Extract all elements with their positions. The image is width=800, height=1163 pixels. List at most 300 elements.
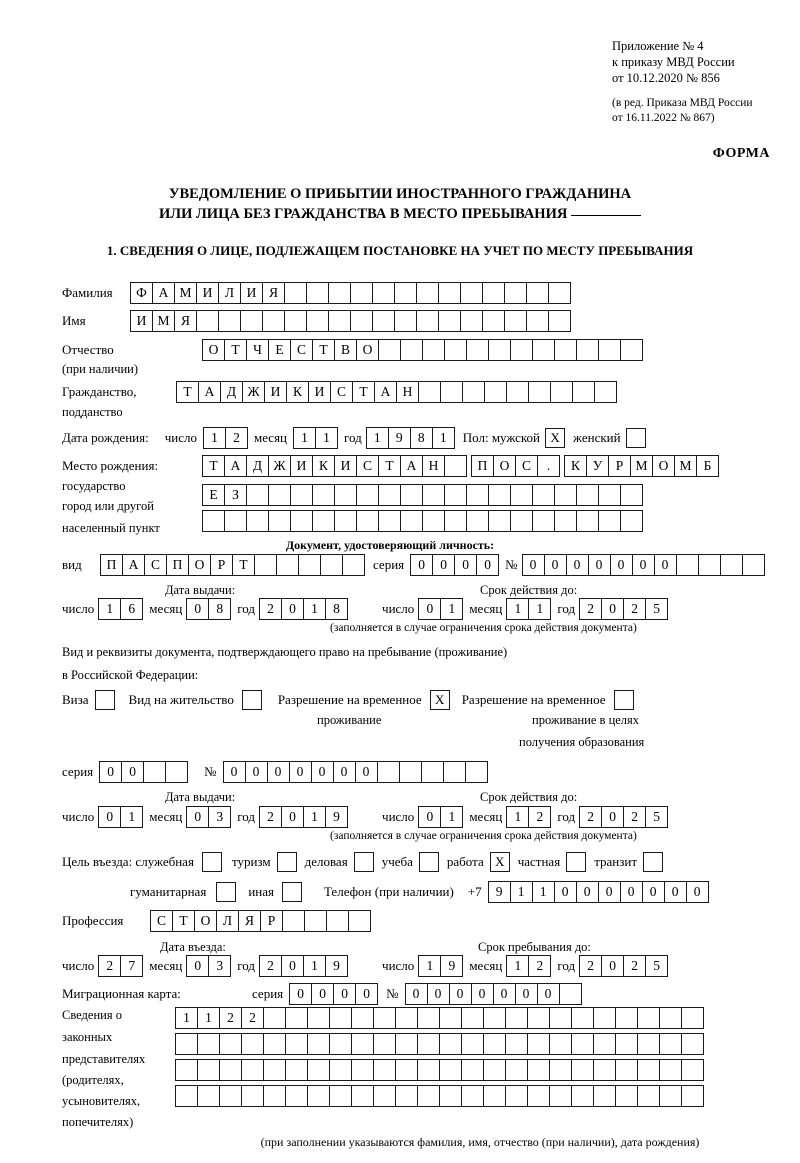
legal-reps-input-2[interactable]	[175, 1033, 704, 1055]
char-cell[interactable]: М	[674, 455, 697, 477]
char-cell[interactable]: 0	[432, 554, 455, 576]
char-cell[interactable]	[284, 310, 307, 332]
char-cell[interactable]: 2	[623, 955, 646, 977]
char-cell[interactable]	[576, 484, 599, 506]
char-cell[interactable]	[320, 554, 343, 576]
char-cell[interactable]	[400, 510, 423, 532]
migration-series-input[interactable]	[289, 983, 378, 1005]
char-cell[interactable]: 9	[325, 955, 348, 977]
char-cell[interactable]	[307, 1007, 330, 1029]
char-cell[interactable]: 1	[532, 881, 555, 903]
entry-year-input[interactable]	[259, 955, 348, 977]
char-cell[interactable]: 0	[598, 881, 621, 903]
char-cell[interactable]	[532, 484, 555, 506]
char-cell[interactable]	[394, 282, 417, 304]
char-cell[interactable]	[593, 1033, 616, 1055]
char-cell[interactable]: 0	[566, 554, 589, 576]
char-cell[interactable]	[593, 1059, 616, 1081]
char-cell[interactable]: 5	[645, 598, 668, 620]
char-cell[interactable]: 0	[454, 554, 477, 576]
char-cell[interactable]	[284, 282, 307, 304]
char-cell[interactable]: 0	[610, 554, 633, 576]
char-cell[interactable]	[483, 1033, 506, 1055]
char-cell[interactable]: Я	[262, 282, 285, 304]
char-cell[interactable]: 2	[259, 598, 282, 620]
char-cell[interactable]	[298, 554, 321, 576]
doc-series-input[interactable]	[410, 554, 499, 576]
char-cell[interactable]: 0	[632, 554, 655, 576]
char-cell[interactable]	[461, 1033, 484, 1055]
char-cell[interactable]	[328, 282, 351, 304]
char-cell[interactable]: 0	[601, 806, 624, 828]
birthplace-city-input-b[interactable]	[564, 455, 719, 477]
char-cell[interactable]	[373, 1059, 396, 1081]
char-cell[interactable]	[527, 1033, 550, 1055]
char-cell[interactable]	[417, 1007, 440, 1029]
char-cell[interactable]	[307, 1085, 330, 1107]
purpose-business-checkbox[interactable]	[354, 852, 374, 872]
char-cell[interactable]	[571, 1033, 594, 1055]
permit-issue-month-input[interactable]	[186, 806, 231, 828]
char-cell[interactable]: 8	[325, 598, 348, 620]
char-cell[interactable]	[165, 761, 188, 783]
permit-series-input[interactable]	[99, 761, 188, 783]
char-cell[interactable]	[482, 282, 505, 304]
doc-kind-input[interactable]	[100, 554, 365, 576]
char-cell[interactable]	[326, 910, 349, 932]
char-cell[interactable]: 0	[620, 881, 643, 903]
char-cell[interactable]	[350, 282, 373, 304]
char-cell[interactable]: 0	[281, 955, 304, 977]
char-cell[interactable]: Р	[260, 910, 283, 932]
char-cell[interactable]: 3	[208, 806, 231, 828]
char-cell[interactable]: А	[198, 381, 221, 403]
char-cell[interactable]	[175, 1085, 198, 1107]
char-cell[interactable]	[488, 484, 511, 506]
profession-input[interactable]	[150, 910, 371, 932]
permit-number-input[interactable]	[223, 761, 488, 783]
char-cell[interactable]	[329, 1007, 352, 1029]
char-cell[interactable]	[572, 381, 595, 403]
char-cell[interactable]: 0	[311, 983, 334, 1005]
char-cell[interactable]	[197, 1033, 220, 1055]
char-cell[interactable]	[416, 282, 439, 304]
char-cell[interactable]	[532, 339, 555, 361]
char-cell[interactable]	[197, 1059, 220, 1081]
char-cell[interactable]: 0	[554, 881, 577, 903]
permit-issue-year-input[interactable]	[259, 806, 348, 828]
char-cell[interactable]: С	[330, 381, 353, 403]
char-cell[interactable]	[395, 1033, 418, 1055]
char-cell[interactable]	[351, 1033, 374, 1055]
char-cell[interactable]	[439, 1085, 462, 1107]
char-cell[interactable]: И	[240, 282, 263, 304]
char-cell[interactable]	[554, 510, 577, 532]
char-cell[interactable]	[620, 339, 643, 361]
char-cell[interactable]	[528, 381, 551, 403]
char-cell[interactable]	[615, 1033, 638, 1055]
char-cell[interactable]	[395, 1085, 418, 1107]
purpose-humanitarian-checkbox[interactable]	[216, 882, 236, 902]
char-cell[interactable]: Т	[172, 910, 195, 932]
char-cell[interactable]: Т	[202, 455, 225, 477]
birth-day-input[interactable]	[203, 427, 248, 449]
char-cell[interactable]	[482, 310, 505, 332]
char-cell[interactable]: 0	[311, 761, 334, 783]
char-cell[interactable]	[659, 1007, 682, 1029]
char-cell[interactable]	[378, 510, 401, 532]
char-cell[interactable]: 2	[259, 955, 282, 977]
name-input[interactable]	[130, 310, 571, 332]
char-cell[interactable]: 0	[654, 554, 677, 576]
char-cell[interactable]	[373, 1007, 396, 1029]
char-cell[interactable]: 0	[418, 598, 441, 620]
char-cell[interactable]: А	[122, 554, 145, 576]
char-cell[interactable]	[438, 310, 461, 332]
char-cell[interactable]	[593, 1085, 616, 1107]
char-cell[interactable]	[571, 1059, 594, 1081]
entry-month-input[interactable]	[186, 955, 231, 977]
char-cell[interactable]: О	[188, 554, 211, 576]
char-cell[interactable]: Р	[608, 455, 631, 477]
char-cell[interactable]: 2	[98, 955, 121, 977]
char-cell[interactable]	[510, 339, 533, 361]
char-cell[interactable]: 1	[506, 955, 529, 977]
char-cell[interactable]: 0	[405, 983, 428, 1005]
char-cell[interactable]	[312, 484, 335, 506]
char-cell[interactable]: 1	[197, 1007, 220, 1029]
legal-reps-input-1[interactable]	[175, 1007, 704, 1029]
char-cell[interactable]: 1	[303, 955, 326, 977]
char-cell[interactable]: У	[586, 455, 609, 477]
char-cell[interactable]	[488, 510, 511, 532]
char-cell[interactable]: О	[652, 455, 675, 477]
char-cell[interactable]: 0	[289, 761, 312, 783]
char-cell[interactable]	[290, 510, 313, 532]
doc-issue-day-input[interactable]	[98, 598, 143, 620]
char-cell[interactable]	[307, 1033, 330, 1055]
char-cell[interactable]: 9	[325, 806, 348, 828]
char-cell[interactable]	[620, 484, 643, 506]
char-cell[interactable]	[263, 1033, 286, 1055]
char-cell[interactable]: С	[150, 910, 173, 932]
char-cell[interactable]: Н	[396, 381, 419, 403]
permit-valid-month-input[interactable]	[506, 806, 551, 828]
char-cell[interactable]: 6	[120, 598, 143, 620]
char-cell[interactable]	[720, 554, 743, 576]
char-cell[interactable]: 0	[410, 554, 433, 576]
char-cell[interactable]	[202, 510, 225, 532]
char-cell[interactable]	[377, 761, 400, 783]
char-cell[interactable]: Я	[174, 310, 197, 332]
char-cell[interactable]	[334, 510, 357, 532]
char-cell[interactable]: 2	[623, 806, 646, 828]
char-cell[interactable]: 9	[440, 955, 463, 977]
char-cell[interactable]: 2	[579, 955, 602, 977]
char-cell[interactable]: 5	[645, 955, 668, 977]
char-cell[interactable]	[598, 339, 621, 361]
char-cell[interactable]	[399, 761, 422, 783]
char-cell[interactable]: 1	[506, 598, 529, 620]
char-cell[interactable]: С	[515, 455, 538, 477]
char-cell[interactable]	[620, 510, 643, 532]
char-cell[interactable]: 1	[120, 806, 143, 828]
char-cell[interactable]	[351, 1059, 374, 1081]
char-cell[interactable]	[418, 381, 441, 403]
char-cell[interactable]	[465, 761, 488, 783]
char-cell[interactable]: 0	[493, 983, 516, 1005]
char-cell[interactable]	[466, 510, 489, 532]
char-cell[interactable]: Т	[224, 339, 247, 361]
citizenship-input[interactable]	[176, 381, 617, 403]
char-cell[interactable]: М	[152, 310, 175, 332]
char-cell[interactable]: 0	[449, 983, 472, 1005]
char-cell[interactable]	[306, 282, 329, 304]
char-cell[interactable]	[439, 1033, 462, 1055]
char-cell[interactable]	[526, 310, 549, 332]
char-cell[interactable]	[307, 1059, 330, 1081]
visa-checkbox[interactable]	[95, 690, 115, 710]
char-cell[interactable]	[422, 510, 445, 532]
char-cell[interactable]: 0	[522, 554, 545, 576]
char-cell[interactable]: А	[152, 282, 175, 304]
char-cell[interactable]	[484, 381, 507, 403]
char-cell[interactable]: К	[564, 455, 587, 477]
char-cell[interactable]: 8	[410, 427, 433, 449]
char-cell[interactable]: 1	[440, 806, 463, 828]
char-cell[interactable]	[196, 310, 219, 332]
char-cell[interactable]: 0	[686, 881, 709, 903]
char-cell[interactable]: Ч	[246, 339, 269, 361]
birthplace-city-input-row2[interactable]	[202, 484, 643, 506]
char-cell[interactable]: Д	[246, 455, 269, 477]
char-cell[interactable]: И	[308, 381, 331, 403]
residence-permit-checkbox[interactable]	[242, 690, 262, 710]
purpose-transit-checkbox[interactable]	[643, 852, 663, 872]
char-cell[interactable]: 0	[267, 761, 290, 783]
char-cell[interactable]	[246, 510, 269, 532]
char-cell[interactable]	[444, 339, 467, 361]
doc-valid-month-input[interactable]	[506, 598, 551, 620]
char-cell[interactable]	[342, 554, 365, 576]
char-cell[interactable]	[742, 554, 765, 576]
char-cell[interactable]	[615, 1085, 638, 1107]
char-cell[interactable]	[417, 1033, 440, 1055]
char-cell[interactable]	[460, 310, 483, 332]
char-cell[interactable]: 0	[223, 761, 246, 783]
char-cell[interactable]	[488, 339, 511, 361]
char-cell[interactable]: .	[537, 455, 560, 477]
char-cell[interactable]: 1	[303, 806, 326, 828]
char-cell[interactable]: Е	[202, 484, 225, 506]
char-cell[interactable]	[175, 1059, 198, 1081]
char-cell[interactable]: Т	[312, 339, 335, 361]
char-cell[interactable]: Т	[352, 381, 375, 403]
char-cell[interactable]: Т	[232, 554, 255, 576]
char-cell[interactable]: 5	[645, 806, 668, 828]
char-cell[interactable]: 0	[98, 806, 121, 828]
char-cell[interactable]	[417, 1085, 440, 1107]
char-cell[interactable]	[598, 510, 621, 532]
doc-issue-month-input[interactable]	[186, 598, 231, 620]
temp-residence-checkbox[interactable]: X	[430, 690, 450, 710]
char-cell[interactable]	[527, 1085, 550, 1107]
char-cell[interactable]: О	[493, 455, 516, 477]
char-cell[interactable]	[329, 1033, 352, 1055]
char-cell[interactable]	[571, 1085, 594, 1107]
edu-residence-checkbox[interactable]	[614, 690, 634, 710]
char-cell[interactable]: К	[286, 381, 309, 403]
sex-male-checkbox[interactable]: X	[545, 428, 565, 448]
char-cell[interactable]	[304, 910, 327, 932]
char-cell[interactable]: 0	[601, 598, 624, 620]
char-cell[interactable]	[262, 310, 285, 332]
char-cell[interactable]	[681, 1059, 704, 1081]
char-cell[interactable]: 1	[510, 881, 533, 903]
char-cell[interactable]	[219, 1085, 242, 1107]
char-cell[interactable]: Ж	[242, 381, 265, 403]
char-cell[interactable]	[268, 484, 291, 506]
char-cell[interactable]	[676, 554, 699, 576]
char-cell[interactable]: О	[202, 339, 225, 361]
char-cell[interactable]: Б	[696, 455, 719, 477]
permit-valid-year-input[interactable]	[579, 806, 668, 828]
char-cell[interactable]: О	[356, 339, 379, 361]
birthplace-city-input-row3[interactable]	[202, 510, 643, 532]
char-cell[interactable]	[532, 510, 555, 532]
char-cell[interactable]	[282, 910, 305, 932]
char-cell[interactable]	[378, 339, 401, 361]
char-cell[interactable]	[378, 484, 401, 506]
char-cell[interactable]: 0	[601, 955, 624, 977]
char-cell[interactable]: П	[166, 554, 189, 576]
char-cell[interactable]	[263, 1059, 286, 1081]
char-cell[interactable]	[460, 282, 483, 304]
char-cell[interactable]	[350, 310, 373, 332]
doc-issue-year-input[interactable]	[259, 598, 348, 620]
char-cell[interactable]	[554, 339, 577, 361]
char-cell[interactable]	[276, 554, 299, 576]
char-cell[interactable]: 2	[528, 955, 551, 977]
char-cell[interactable]: Л	[218, 282, 241, 304]
char-cell[interactable]	[444, 510, 467, 532]
purpose-tourism-checkbox[interactable]	[277, 852, 297, 872]
legal-reps-input-3[interactable]	[175, 1059, 704, 1081]
char-cell[interactable]	[461, 1085, 484, 1107]
char-cell[interactable]	[422, 484, 445, 506]
char-cell[interactable]	[550, 381, 573, 403]
stay-day-input[interactable]	[418, 955, 463, 977]
char-cell[interactable]	[400, 484, 423, 506]
char-cell[interactable]: 0	[537, 983, 560, 1005]
purpose-study-checkbox[interactable]	[419, 852, 439, 872]
char-cell[interactable]	[416, 310, 439, 332]
char-cell[interactable]	[559, 983, 582, 1005]
char-cell[interactable]: 1	[506, 806, 529, 828]
stay-year-input[interactable]	[579, 955, 668, 977]
char-cell[interactable]: Д	[220, 381, 243, 403]
char-cell[interactable]: 0	[333, 983, 356, 1005]
char-cell[interactable]	[329, 1059, 352, 1081]
char-cell[interactable]	[549, 1085, 572, 1107]
char-cell[interactable]: 2	[219, 1007, 242, 1029]
legal-reps-input-4[interactable]	[175, 1085, 704, 1107]
stay-month-input[interactable]	[506, 955, 551, 977]
char-cell[interactable]: Р	[210, 554, 233, 576]
char-cell[interactable]: 0	[355, 761, 378, 783]
char-cell[interactable]: 9	[488, 881, 511, 903]
char-cell[interactable]	[466, 339, 489, 361]
char-cell[interactable]	[483, 1007, 506, 1029]
char-cell[interactable]	[373, 1085, 396, 1107]
char-cell[interactable]: О	[194, 910, 217, 932]
char-cell[interactable]	[506, 381, 529, 403]
char-cell[interactable]: 7	[120, 955, 143, 977]
char-cell[interactable]	[285, 1033, 308, 1055]
char-cell[interactable]	[439, 1059, 462, 1081]
char-cell[interactable]	[554, 484, 577, 506]
char-cell[interactable]: 1	[315, 427, 338, 449]
char-cell[interactable]	[356, 510, 379, 532]
char-cell[interactable]	[527, 1059, 550, 1081]
char-cell[interactable]	[527, 1007, 550, 1029]
char-cell[interactable]	[681, 1033, 704, 1055]
char-cell[interactable]	[373, 1033, 396, 1055]
migration-number-input[interactable]	[405, 983, 582, 1005]
char-cell[interactable]	[351, 1085, 374, 1107]
char-cell[interactable]: 2	[623, 598, 646, 620]
doc-number-input[interactable]	[522, 554, 765, 576]
char-cell[interactable]	[328, 310, 351, 332]
char-cell[interactable]	[421, 761, 444, 783]
char-cell[interactable]	[576, 510, 599, 532]
char-cell[interactable]	[417, 1059, 440, 1081]
char-cell[interactable]	[246, 484, 269, 506]
char-cell[interactable]	[461, 1007, 484, 1029]
char-cell[interactable]	[285, 1059, 308, 1081]
char-cell[interactable]: И	[264, 381, 287, 403]
birthplace-city-input-a[interactable]	[471, 455, 560, 477]
char-cell[interactable]	[510, 510, 533, 532]
char-cell[interactable]: 0	[515, 983, 538, 1005]
char-cell[interactable]: 2	[259, 806, 282, 828]
char-cell[interactable]: П	[471, 455, 494, 477]
char-cell[interactable]: 1	[432, 427, 455, 449]
char-cell[interactable]	[444, 455, 467, 477]
char-cell[interactable]: В	[334, 339, 357, 361]
char-cell[interactable]: 3	[208, 955, 231, 977]
char-cell[interactable]: Ж	[268, 455, 291, 477]
char-cell[interactable]	[334, 484, 357, 506]
char-cell[interactable]: 0	[544, 554, 567, 576]
char-cell[interactable]: С	[144, 554, 167, 576]
purpose-work-checkbox[interactable]: X	[490, 852, 510, 872]
char-cell[interactable]	[593, 1007, 616, 1029]
char-cell[interactable]: 9	[388, 427, 411, 449]
char-cell[interactable]: 0	[186, 955, 209, 977]
char-cell[interactable]: 0	[186, 598, 209, 620]
char-cell[interactable]	[356, 484, 379, 506]
char-cell[interactable]: 0	[99, 761, 122, 783]
surname-input[interactable]	[130, 282, 571, 304]
char-cell[interactable]: 2	[579, 806, 602, 828]
char-cell[interactable]: 2	[579, 598, 602, 620]
char-cell[interactable]	[312, 510, 335, 532]
char-cell[interactable]: 0	[245, 761, 268, 783]
char-cell[interactable]: З	[224, 484, 247, 506]
char-cell[interactable]	[549, 1059, 572, 1081]
doc-valid-day-input[interactable]	[418, 598, 463, 620]
